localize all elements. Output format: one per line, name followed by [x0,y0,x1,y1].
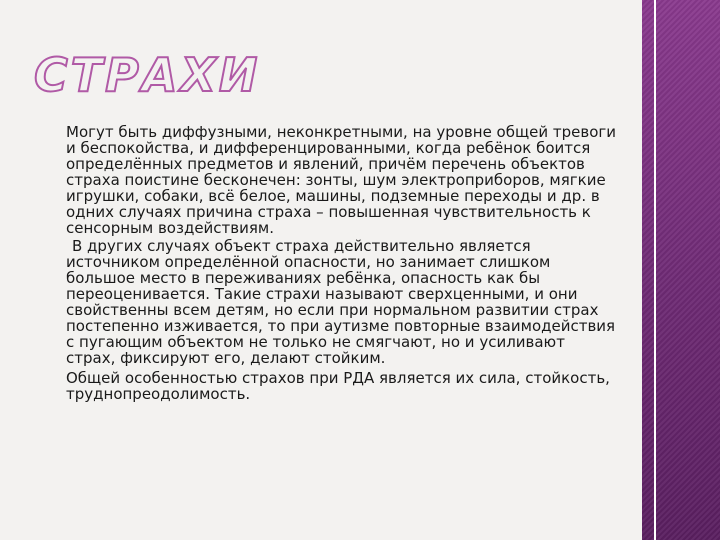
paragraph-1: Могут быть диффузными, неконкретными, на уровне общей тревоги и беспокойства, и дифференцированными, когда ребёнок боится определённых предметов и явлений, причём перечень объектов страха поистине бесконечен: зонты, шум электроприборов, мягкие игрушки, собаки, всё белое, машины, подземные переходы и др. в одних случаях причина страха – повышенная чувствительность к сенсорным воздействиям. [66,123,616,237]
side-panel-divider [654,0,656,540]
slide-title: СТРАХИ [34,48,261,102]
paragraph-2: В других случаях объект страха действительно является источником определённой опасности, но занимает слишком большое место в переживаниях ребёнка, опасность как бы переоценивается. Такие страхи называют сверхценными, и они свойственны всем детям, но если при нормальном развитии страх постепенно изживается, то при аутизме повторные взаимодействия с пугающим объектом не только не смягчают, но и усиливают страх, фиксируют его, делают стойким. [66,237,616,367]
paragraph-3: Общей особенностью страхов при РДА является их сила, стойкость, труднопреодолимость. [66,369,610,403]
slide-body [46,124,616,404]
